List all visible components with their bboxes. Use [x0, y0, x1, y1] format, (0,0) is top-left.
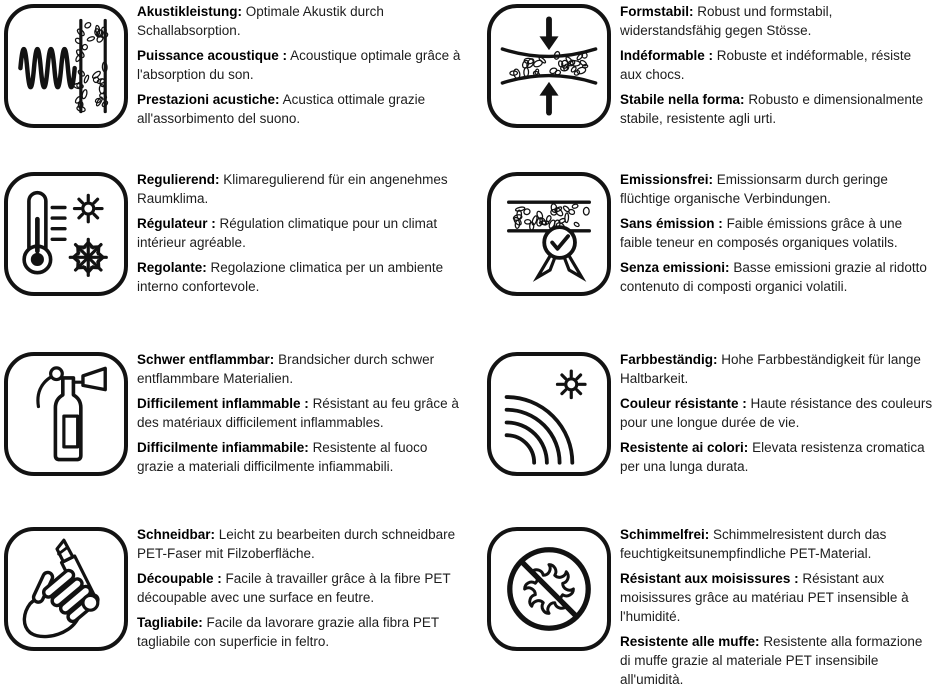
- feature-it: Stabile nella forma: Robusto e dimensionalmente stabile, resistente agli urti.: [620, 92, 924, 126]
- feature-tile-colorfast: [468, 352, 936, 527]
- feature-text-flame: [137, 350, 467, 482]
- feature-fr: Découpable : Facile à travailler grâce à la fibre PET découpable avec une surface en feutre.: [137, 571, 451, 605]
- feature-text-emission: [620, 170, 936, 302]
- color-fastness-icon: [487, 352, 611, 476]
- feature-text-formstable: [620, 2, 936, 134]
- feature-fr: Puissance acoustique : Acoustique optimale grâce à l'absorption du son.: [137, 48, 461, 82]
- feature-de: Emissionsfrei: Emissionsarm durch geringe flüchtige organische Verbindungen.: [620, 172, 888, 206]
- fire-extinguisher-icon: [4, 352, 128, 476]
- feature-tile-cuttable: [0, 527, 468, 680]
- low-emission-certificate-icon: [487, 172, 611, 296]
- feature-de: Schimmelfrei: Schimmelresistent durch das feuchtigkeitsunempfindliche PET-Material.: [620, 527, 887, 561]
- feature-tile-flame: [0, 352, 468, 527]
- feature-fr: Régulateur : Régulation climatique pour un climat intérieur agréable.: [137, 216, 438, 250]
- feature-fr: Indéformable : Robuste et indéformable, résiste aux chocs.: [620, 48, 912, 82]
- feature-it: Regolante: Regolazione climatica per un ambiente interno confortevole.: [137, 260, 444, 294]
- no-mold-icon: [487, 527, 611, 651]
- feature-text-climate: [137, 170, 467, 302]
- feature-de: Akustikleistung: Optimale Akustik durch Schallabsorption.: [137, 4, 384, 38]
- feature-text-acoustic: [137, 2, 467, 134]
- feature-text-cuttable: [137, 525, 467, 657]
- feature-text-moldfree: [620, 525, 936, 695]
- feature-text-colorfast: [620, 350, 936, 482]
- feature-tile-climate: [0, 172, 468, 352]
- feature-tile-moldfree: [468, 527, 936, 687]
- feature-it: Tagliabile: Facile da lavorare grazie alla fibra PET tagliabile con superficie in feltro.: [137, 615, 439, 649]
- feature-fr: Difficilement inflammable : Résistant au feu grâce à des matériaux difficilement inflammables.: [137, 396, 459, 430]
- feature-fr: Résistant aux moisissures : Résistant aux moisissures grâce au matériau PET insensible à l'humidité.: [620, 571, 909, 624]
- feature-fr: Couleur résistante : Haute résistance des couleurs pour une longue durée de vie.: [620, 396, 933, 430]
- compression-resistance-icon: [487, 4, 611, 128]
- feature-it: Senza emissioni: Basse emissioni grazie al ridotto contenuto di composti organici volatili.: [620, 260, 927, 294]
- feature-de: Schwer entflammbar: Brandsicher durch schwer entflammbare Materialien.: [137, 352, 435, 386]
- feature-it: Resistente alle muffe: Resistente alla formazione di muffe grazie al materiale PET insensibile all'umidità.: [620, 634, 923, 687]
- feature-it: Prestazioni acustiche: Acustica ottimale grazie all'assorbimento del suono.: [137, 92, 426, 126]
- feature-de: Regulierend: Klimaregulierend für ein angenehmes Raumklima.: [137, 172, 448, 206]
- feature-tile-formstable: [468, 4, 936, 172]
- hand-cutter-icon: [4, 527, 128, 651]
- feature-it: Difficilmente infiammabile: Resistente al fuoco grazie a materiali difficilmente infiammabili.: [137, 440, 428, 474]
- feature-de: Schneidbar: Leicht zu bearbeiten durch schneidbare PET-Faser mit Filzoberfläche.: [137, 527, 456, 561]
- feature-tile-acoustic: [0, 4, 468, 172]
- sound-absorption-icon: [4, 4, 128, 128]
- feature-de: Farbbeständig: Hohe Farbbeständigkeit für lange Haltbarkeit.: [620, 352, 921, 386]
- feature-tile-emission: [468, 172, 936, 352]
- feature-fr: Sans émission : Faible émissions grâce à une faible teneur en composés organiques volatils.: [620, 216, 903, 250]
- feature-it: Resistente ai colori: Elevata resistenza cromatica per una lunga durata.: [620, 440, 925, 474]
- feature-de: Formstabil: Robust und formstabil, widerstandsfähig gegen Stösse.: [620, 4, 833, 38]
- climate-regulation-icon: [4, 172, 128, 296]
